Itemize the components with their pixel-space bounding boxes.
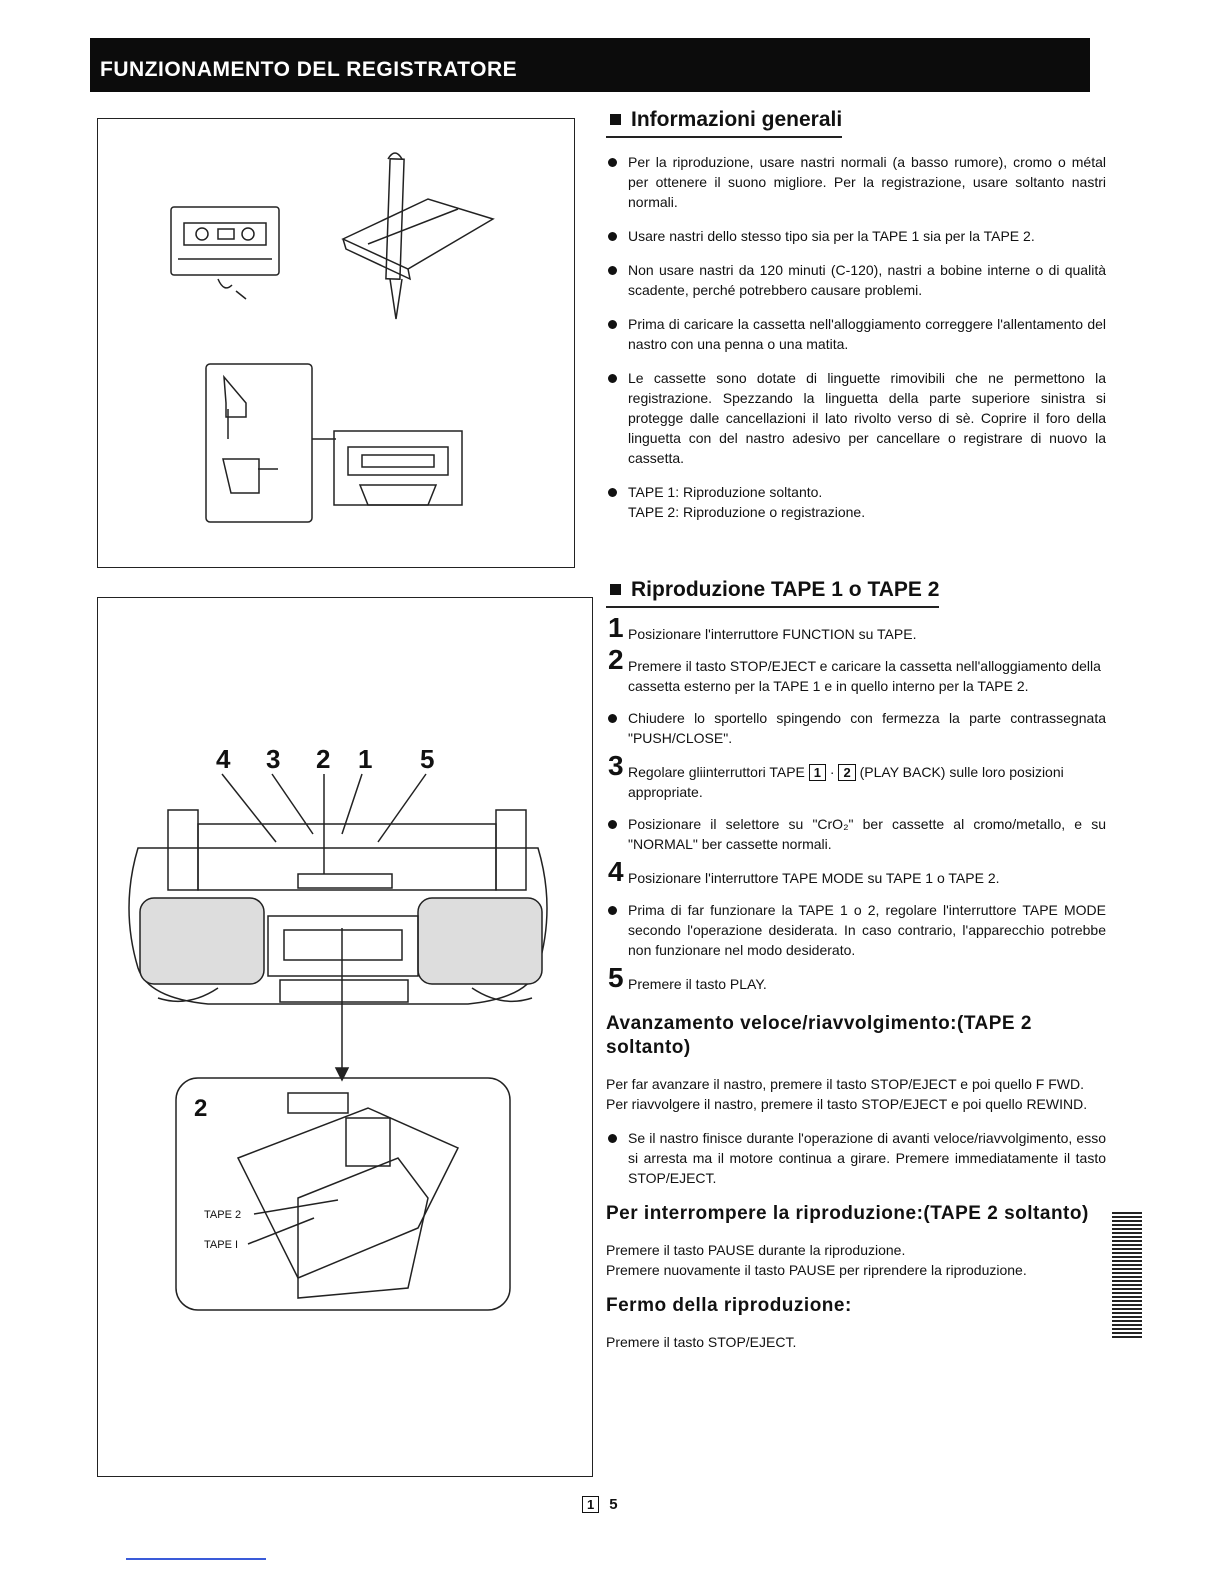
- step-3: 3 Regolare gliinterruttori TAPE 1 · 2 (PLAY BACK) sulle loro posizioni appropriate.: [608, 750, 1064, 800]
- tape-note-1: TAPE 1: Riproduzione soltanto.: [606, 482, 1106, 502]
- inset-number: 2: [194, 1095, 208, 1122]
- general-bullet-5: Le cassette sono dotate di linguette rimovibili che ne permettono la registrazione. Spezzando la linguetta della parte superiore sinistra si protegge dalle cancellazioni il lato rivolto verso di sè. Coprire il foro della linguetta con del nastro adesivo per cancellare o registrare di nuovo la cassetta.: [606, 368, 1106, 468]
- boombox-illustration-figure: [97, 597, 593, 1477]
- callout-1: 1: [358, 744, 373, 774]
- pause-para-2: Premere nuovamente il tasto PAUSE per riprendere la riproduzione.: [606, 1262, 1027, 1278]
- tape-note-2: TAPE 2: Riproduzione o registrazione.: [628, 504, 866, 520]
- ff-para: Per far avanzare il nastro, premere il tasto STOP/EJECT e poi quello F FWD. Per riavvolgere il nastro, premere il tasto STOP/EJECT e poi quello REWIND.: [606, 1076, 1088, 1112]
- step-4: 4 Posizionare l'interruttore TAPE MODE su TAPE 1 o TAPE 2.: [608, 856, 1000, 887]
- step-1: 1 Posizionare l'interruttore FUNCTION su TAPE.: [608, 612, 917, 643]
- tape1-label: TAPE I: [204, 1239, 239, 1251]
- bullet-mode: Prima di far funzionare la TAPE 1 o 2, regolare l'interruttore TAPE MODE secondo l'operazione desiderata. In caso contrario, l'apparecchio potrebbe non funzionare nel modo desiderato.: [606, 900, 1106, 960]
- cassette-illustration-figure: [97, 118, 575, 568]
- callout-2: 2: [316, 744, 331, 774]
- pause-para-1: Premere il tasto PAUSE durante la riproduzione.: [606, 1242, 906, 1258]
- page-number: 5: [609, 1496, 618, 1513]
- general-bullet-3: Non usare nastri da 120 minuti (C-120), nastri a bobine interne o di qualità scadente, perché potrebbero causare problemi.: [606, 260, 1106, 300]
- bottom-rule: [126, 1558, 266, 1560]
- page-footer: [582, 1496, 618, 1513]
- square-bullet-icon: [610, 584, 621, 595]
- playback-title: Riproduzione TAPE 1 o TAPE 2: [606, 578, 939, 608]
- pause-title: Per interrompere la riproduzione:(TAPE 2 soltanto): [606, 1203, 1089, 1224]
- general-bullet-1: Per la riproduzione, usare nastri normali (a basso rumore), cromo o métal per ottenere il suono migliore. Per la registrazione, usare soltanto nastri normali.: [606, 152, 1106, 212]
- general-bullet-2: Usare nastri dello stesso tipo sia per la TAPE 1 sia per la TAPE 2.: [606, 226, 1106, 246]
- stop-title: Fermo della riproduzione:: [606, 1295, 852, 1316]
- bullet-close: Chiudere lo sportello spingendo con fermezza la parte contrassegnata "PUSH/CLOSE".: [606, 708, 1106, 748]
- playback-section: [606, 578, 1106, 1366]
- page-title: FUNZIONAMENTO DEL REGISTRATORE: [100, 58, 518, 81]
- stop-para: Premere il tasto STOP/EJECT.: [606, 1334, 797, 1350]
- tape2-label: TAPE 2: [204, 1209, 242, 1221]
- callout-3: 3: [266, 744, 281, 774]
- ff-title: Avanzamento veloce/riavvolgimento:(TAPE 2 soltanto): [606, 1013, 1032, 1058]
- callout-4: 4: [216, 744, 231, 774]
- boombox-illustration: [98, 598, 592, 1476]
- cassette-illustration: [98, 119, 574, 567]
- callout-5: 5: [420, 744, 435, 774]
- bullet-cro2: Posizionare il selettore su "CrO₂" ber cassette al cromo/metallo, e su "NORMAL" ber cassette normali.: [606, 814, 1106, 854]
- step-2: 2 Premere il tasto STOP/EJECT e caricare la cassetta nell'alloggiamento della cassetta esterno per la TAPE 1 e in quello interno per la TAPE 2.: [608, 644, 1101, 694]
- footer-box: 1: [582, 1496, 599, 1513]
- ff-bullet: Se il nastro finisce durante l'operazione di avanti veloce/riavvolgimento, esso si arresta ma il motore continua a girare. Premere immediatamente il tasto STOP/EJECT.: [606, 1128, 1106, 1188]
- edge-index-marks: [1112, 1212, 1142, 1352]
- general-info-title: Informazioni generali: [606, 108, 842, 138]
- step-5: 5 Premere il tasto PLAY.: [608, 962, 767, 993]
- general-bullet-4: Prima di caricare la cassetta nell'alloggiamento correggere l'allentamento del nastro con una penna o una matita.: [606, 314, 1106, 354]
- general-info-section: [606, 108, 1106, 536]
- square-bullet-icon: [610, 114, 621, 125]
